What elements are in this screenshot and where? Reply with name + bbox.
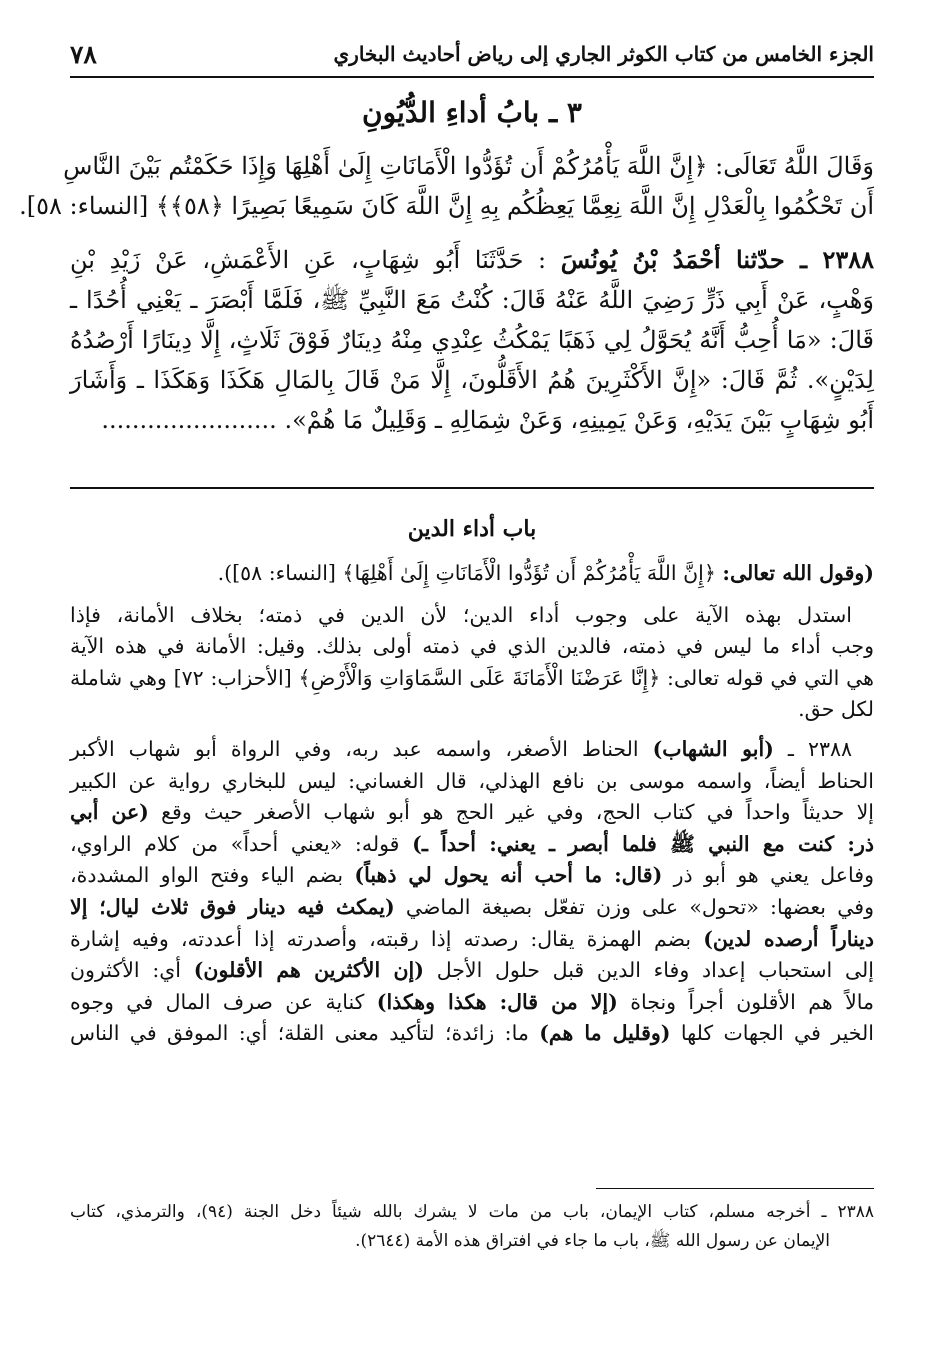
bold-quote: (يمكث فيه دينار فوق ثلاث ليال؛ إلا xyxy=(70,894,395,919)
paragraph-line xyxy=(70,860,874,892)
text-run: ما: زائدة؛ لتأكيد معنى القلة؛ أي: الموفق في الناس xyxy=(70,1021,529,1046)
text-run: كناية عن صرف المال في وجوه xyxy=(70,989,365,1014)
paragraph-line: الحناط أيضاً، واسمه موسى بن نافع الهذلي، قال الغساني: ليس للبخاري رواية عن الكبير xyxy=(70,768,874,793)
bold-quote: (قال: ما أحب أنه يحول لي ذهباً) xyxy=(354,863,663,888)
bold-quote: (إلا من قال: هكذا وهكذا) xyxy=(376,989,618,1014)
paragraph-line xyxy=(70,1018,874,1050)
paragraph-line xyxy=(70,987,874,1019)
hadith-line: قَالَ: «مَا أُحِبُّ أَنَّهُ يُحَوَّلُ لِي ذَهَبًا يَمْكُثُ عِنْدِي مِنْهُ دِينَارٌ فَوْقَ ثَلَاثٍ، إِلَّا دِينَارًا أَرْصُدُهُ xyxy=(70,326,874,354)
matn-block xyxy=(19,146,874,440)
paragraph-line xyxy=(70,797,874,829)
entry-number: ٢٣٨٨ ـ xyxy=(787,736,852,761)
section-divider xyxy=(70,487,874,489)
hadith-text: : حَدَّثَنَا أَبُو شِهَابٍ، عَنِ الأَعْمَشِ، عَنْ زَيْدِ بْنِ xyxy=(70,246,547,274)
text-run: الحناط الأصغر، واسمه عبد ربه، وفي الرواة أبو شهاب الأكبر xyxy=(70,736,639,761)
paragraph-line xyxy=(70,955,874,987)
bold-quote: (أبو الشهاب) xyxy=(652,736,774,761)
footnote-rule xyxy=(596,1188,874,1189)
text-run: أي: الأكثرون xyxy=(70,958,181,983)
paragraph-line: لكل حق. xyxy=(798,697,874,722)
running-title: الجزء الخامس من كتاب الكوثر الجاري إلى رياض أحاديث البخاري xyxy=(333,42,874,66)
commentary-verse-line xyxy=(70,558,874,590)
verse-text: ﴿إِنَّ اللَّهَ يَأْمُرُكُمْ أَن تُؤَدُّوا الْأَمَانَاتِ إِلَىٰ أَهْلِهَا﴾ [النساء: ٥٨]). xyxy=(217,561,716,585)
bold-quote: ديناراً أرصده لدين) xyxy=(703,926,874,951)
hadith-line: وَهْبٍ، عَنْ أَبِي ذَرٍّ رَضِيَ اللَّهُ عَنْهُ قَالَ: كُنْتُ مَعَ النَّبِيِّ ﷺ، فَلَمَّا أَبْصَرَ ـ يَعْنِي أُحُدًا ـ xyxy=(70,286,874,314)
paragraph-line xyxy=(70,924,874,956)
paragraph-line xyxy=(70,829,874,861)
paragraph-line xyxy=(70,734,874,766)
page-number: ٧٨ xyxy=(70,40,97,69)
text-run: بضم الياء وفتح الواو المشددة، xyxy=(70,863,344,888)
chapter-title: ٣ ـ بابُ أداءِ الدُّيُونِ xyxy=(362,96,582,129)
text-run: مالاً هم الأقلون أجراً ونجاة xyxy=(630,989,874,1014)
paragraph-line: استدل بهذه الآية على وجوب أداء الدين؛ لأن الدين في ذمته؛ بخلاف الأمانة، فإذا xyxy=(70,602,852,627)
verse-line: وَقَالَ اللَّهُ تَعَالَى: ﴿إِنَّ اللَّهَ يَأْمُرُكُمْ أَن تُؤَدُّوا الْأَمَانَاتِ إِلَىٰ أَهْلِهَا وَإِذَا حَكَمْتُم بَيْنَ النَّاسِ xyxy=(63,152,874,180)
footnote-line: الإيمان عن رسول الله ﷺ، باب ما جاء في افتراق هذه الأمة (٢٦٤٤). xyxy=(355,1231,830,1251)
text-run: بضم الهمزة يقال: رصدته إذا رقبته، وأصدرته إذا أعددته، وفيه إشارة xyxy=(70,926,692,951)
running-header xyxy=(70,38,874,74)
header-rule xyxy=(70,76,874,78)
hadith-number: ٢٣٨٨ ـ حدّثنا أحْمَدُ بْنُ يُونُسَ xyxy=(560,245,874,274)
paragraph-line: وجب أداء ما ليس في ذمته، فالدين الذي في ذمته أولى بذلك. وقيل: الأمانة في هذه الآية xyxy=(70,634,874,659)
bold-quote: ذر: كنت مع النبي ﷺ فلما أبصر ـ يعني: أحداً ـ) xyxy=(412,831,874,856)
footnote-line: ٢٣٨٨ ـ أخرجه مسلم، كتاب الإيمان، باب من مات لا يشرك بالله شيئاً دخل الجنة (٩٤)، والترمذي، كتاب xyxy=(70,1202,875,1222)
paragraph-line: هي التي في قوله تعالى: ﴿إِنَّا عَرَضْنَا الْأَمَانَةَ عَلَى السَّمَاوَاتِ وَالْأَرْضِ﴾ [الأحزاب: ٧٢] وهي شاملة xyxy=(70,665,874,690)
text-run: وفي بعضها: «تحول» على وزن تفعّل بصيغة الماضي xyxy=(405,894,874,919)
bold-quote: (وقليل ما هم) xyxy=(539,1021,671,1046)
commentary-title: باب أداء الدين xyxy=(407,516,537,542)
commentary-block xyxy=(70,558,874,1050)
footnote-block xyxy=(70,1198,874,1256)
text-run: وفاعل يعني هو أبو ذر xyxy=(673,863,874,888)
text-run: قوله: «يعني أحداً» من كلام الراوي، xyxy=(70,831,400,856)
text-run: إلى استحباب إعداد وفاء الدين قبل حلول الأجل xyxy=(436,958,874,983)
text-run: الخير في الجهات كلها xyxy=(680,1021,874,1046)
bold-quote: (عن أبي xyxy=(70,800,149,825)
hadith-line xyxy=(70,240,874,280)
bold-quote: (إن الأكثرين هم الأقلون) xyxy=(193,958,424,983)
paragraph-line xyxy=(70,892,874,924)
verse-label: (وقول الله تعالى: xyxy=(722,561,874,585)
hadith-line: أَبُو شِهَابٍ بَيْنَ يَدَيْهِ، وَعَنْ يَمِينِهِ، وَعَنْ شِمَالِهِ ـ وَقَلِيلٌ مَا هُمْ». ....................... xyxy=(101,406,874,434)
text-run: إلا حديثاً واحداً في كتاب الحج، وفي غير الحج هو أبو شهاب الأصغر حيث وقع xyxy=(161,800,874,825)
hadith-line: لِدَيْنٍ». ثُمَّ قَالَ: «إِنَّ الأَكْثَرِينَ هُمُ الأَقَلُّونَ، إِلَّا مَنْ قَالَ بِالمَالِ هَكَذَا وَهَكَذَا ـ وَأَشَارَ xyxy=(70,366,874,394)
verse-line: أَن تَحْكُمُوا بِالْعَدْلِ إِنَّ اللَّهَ نِعِمَّا يَعِظُكُم بِهِ إِنَّ اللَّهَ كَانَ سَمِيعًا بَصِيرًا ﴿٥٨﴾﴾ [النساء: ٥٨]. xyxy=(19,192,874,220)
